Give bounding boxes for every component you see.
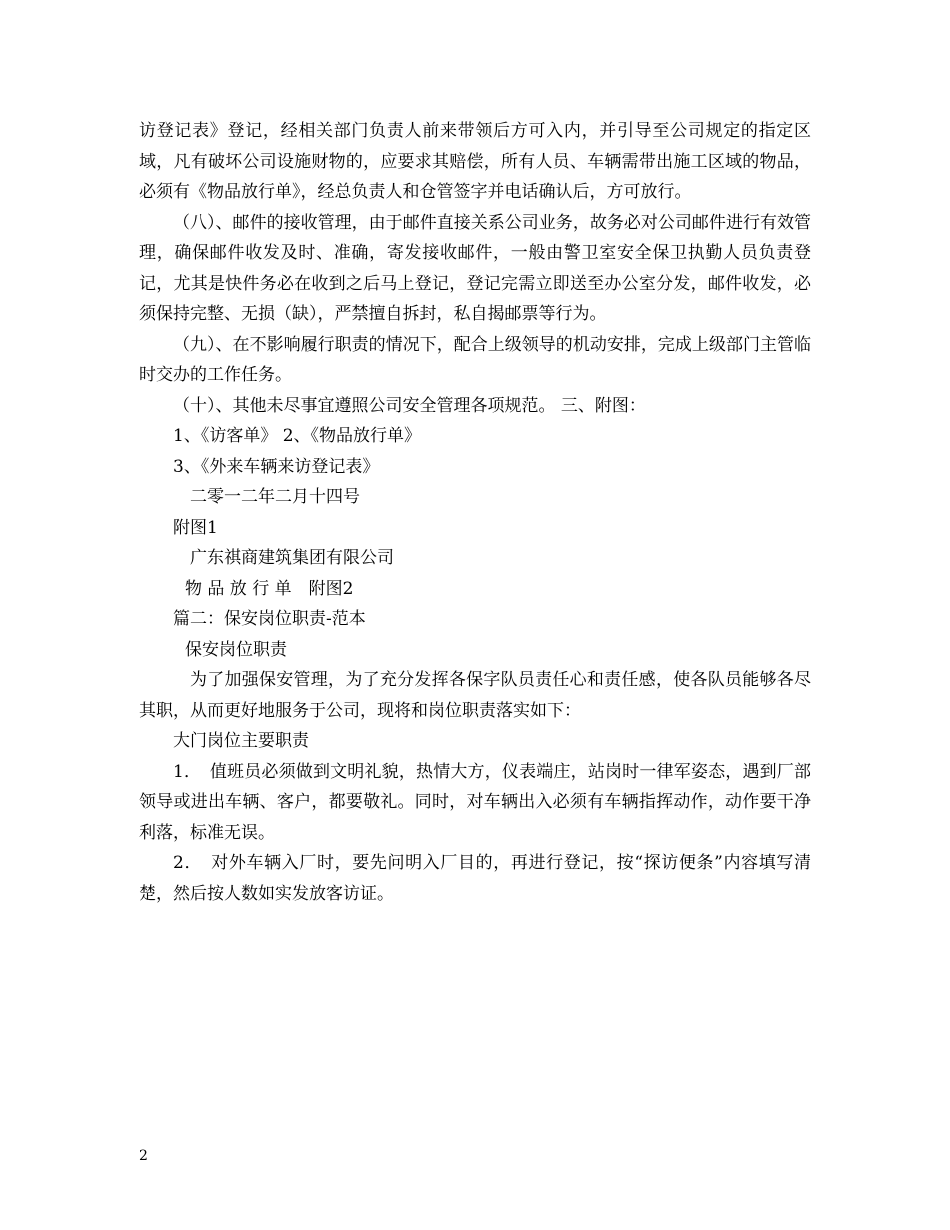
- company-name: 广东祺商建筑集团有限公司: [190, 548, 394, 568]
- list-item-duty-2: 2． 对外车辆入厂时，要先问明入厂目的，再进行登记，按“探访便条”内容填写清楚，然后按人数如实发放客访证。: [139, 853, 811, 904]
- list-item-attachments-1-2: 1、《访客单》 2、《物品放行单》: [173, 426, 422, 446]
- paragraph-other-matters: （十）、其他未尽事宜遵照公司安全管理各项规范。 三、附图：: [173, 395, 646, 416]
- list-item-duty-1: 1． 值班员必须做到文明礼貌，热情大方，仪表端庄，站岗时一律军姿态，遇到厂部领导或进出车辆、客户，都要敬礼。同时，对车辆出入必须有车辆指挥动作，动作要干净利落，标准无误。: [139, 761, 811, 843]
- paragraph-visitor-register: 访登记表》登记，经相关部门负责人前来带领后方可入内，并引导至公司规定的指定区域，凡有破坏公司设施财物的，应要求其赔偿，所有人员、车辆需带出施工区域的物品，必须有《物品放行单》，经总负责人和仓管签字并电话确认后，方可放行。: [139, 121, 811, 202]
- subheading-gate-duties: 大门岗位主要职责: [173, 731, 309, 751]
- attachment-label-1: 附图1: [173, 517, 218, 538]
- list-item-attachment-3: 3、《外来车辆来访登记表》: [173, 456, 380, 477]
- paragraph-mail-management: （八）、邮件的接收管理，由于邮件直接关系公司业务，故务必对公司邮件进行有效管理，确保邮件收发及时、准确，寄发接收邮件，一般由警卫室安全保卫执勤人员负责登记，尤其是快件务必在收到之后马上登记，登记完需立即送至办公室分发，邮件收发，必须保持完整、无损（缺），严禁擅自拆封，私自揭邮票等行为。: [139, 212, 811, 324]
- section-heading-part-two: 篇二：保安岗位职责-范本: [173, 609, 366, 629]
- section-title-security-duties: 保安岗位职责: [185, 639, 287, 660]
- release-form-title: 物 品 放 行 单 附图2: [185, 578, 354, 599]
- paragraph-supervisor-tasks: （九）、在不影响履行职责的情况下，配合上级领导的机动安排，完成上级部门主管临时交办的工作任务。: [139, 334, 811, 385]
- document-date: 二零一二年二月十四号: [190, 487, 360, 507]
- page-number: 2: [139, 1148, 148, 1164]
- paragraph-intro: 为了加强保安管理，为了充分发挥各保字队员责任心和责任感，使各队员能够各尽其职，从而更好地服务于公司，现将和岗位职责落实如下：: [139, 670, 811, 721]
- document-body: [139, 116, 811, 909]
